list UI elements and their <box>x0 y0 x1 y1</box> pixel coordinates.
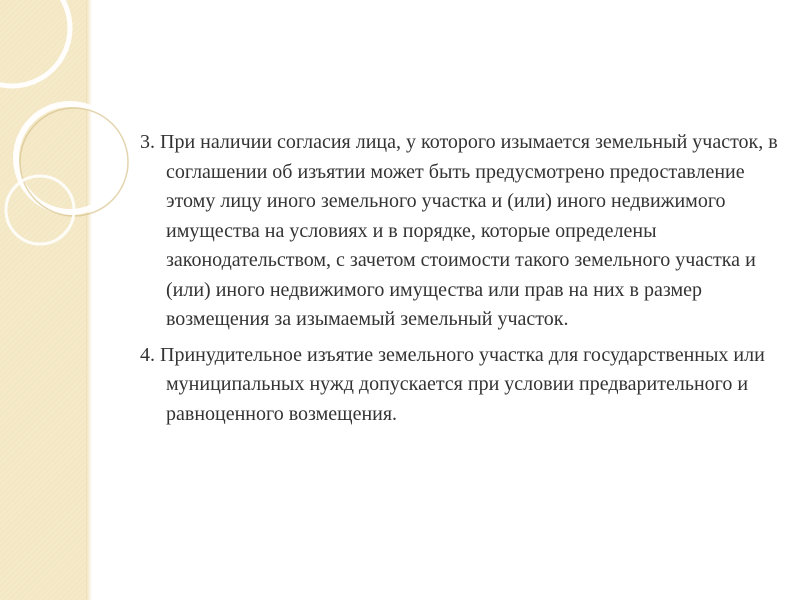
slide-body <box>140 128 780 435</box>
paragraph-text: При наличии согласия лица, у которого изымается земельный участок, в соглашении об изъятии может быть предусмотрено предоставление этому лицу иного земельного участка и (или) иного недвижимого имущества на условиях и в порядке, которые определены законодательством, с зачетом стоимости такого земельного участка и (или) иного недвижимого имущества или прав на них в размер возмещения за изымаемый земельный участок. <box>160 131 778 330</box>
decorative-rings <box>0 0 160 280</box>
paragraph-number: 4. <box>140 343 155 366</box>
paragraph-number: 3. <box>140 131 155 153</box>
paragraph-4 <box>140 341 780 430</box>
paragraph-text: Принудительное изъятие земельного участка для государственных или муниципальных нужд допускается при условии предварительного и равноценного возмещения. <box>160 343 765 425</box>
paragraph-3 <box>140 128 780 335</box>
ring-large <box>0 0 70 86</box>
